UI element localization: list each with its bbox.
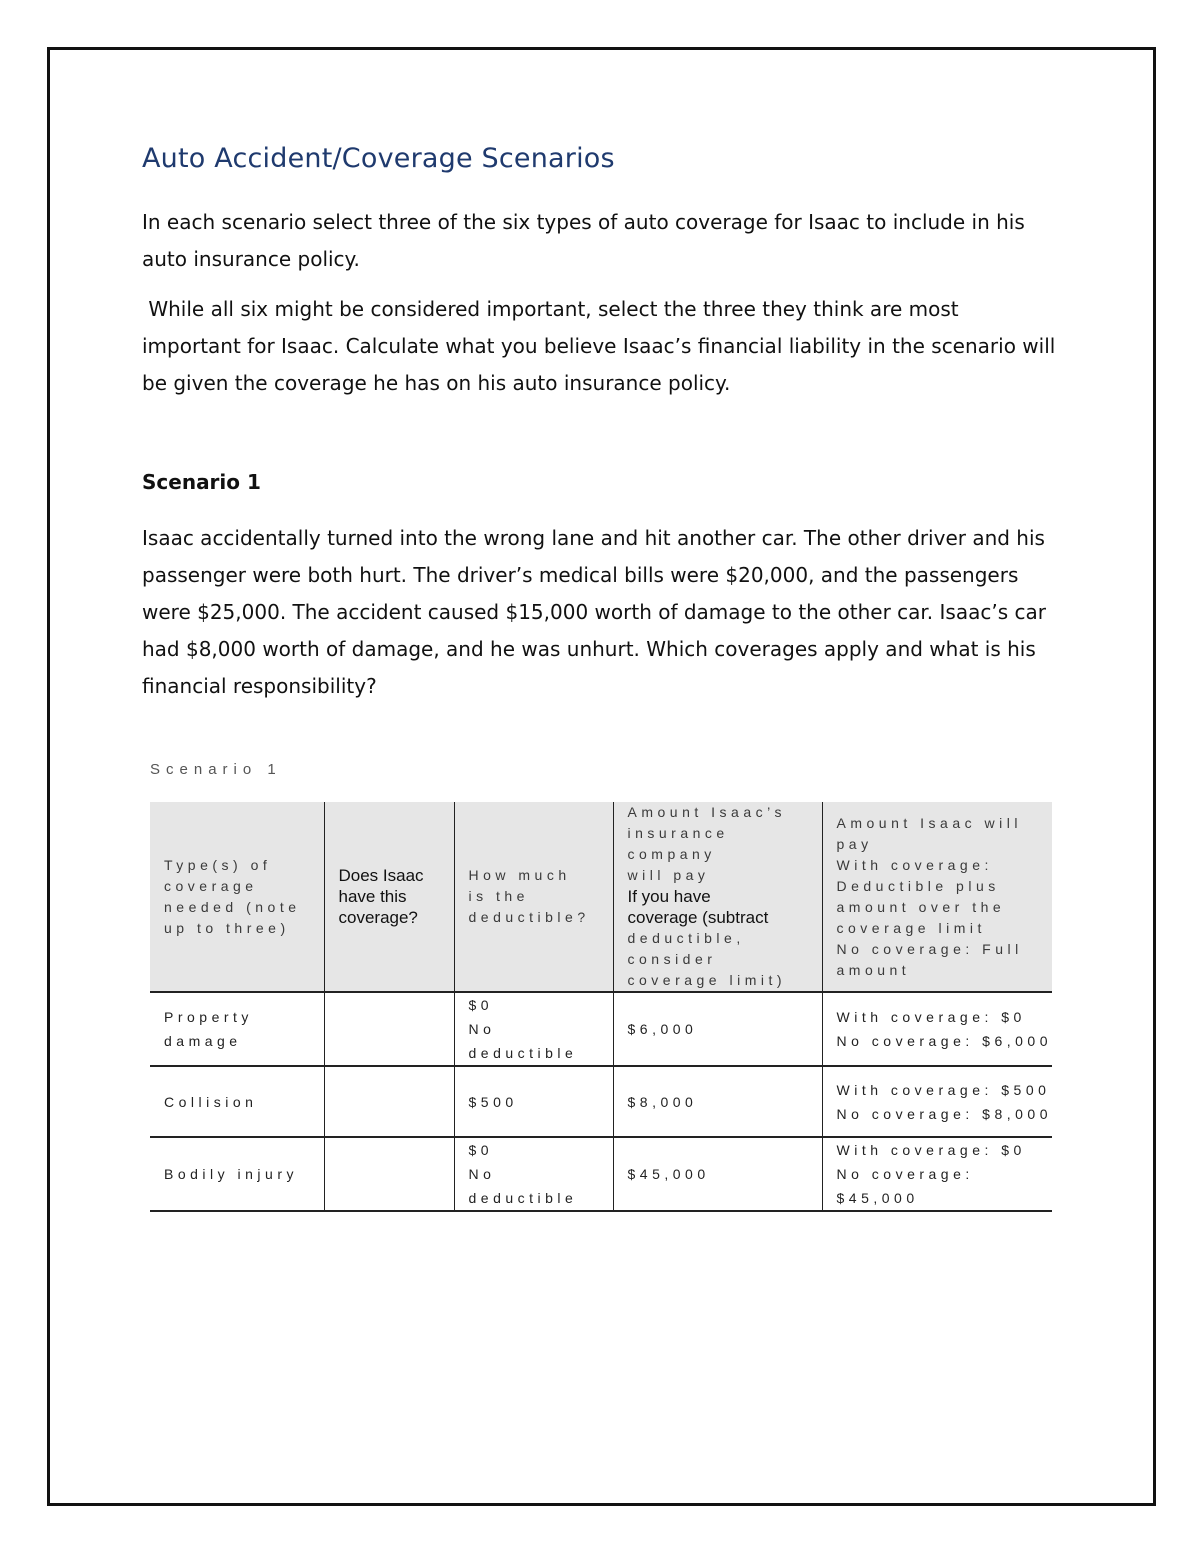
instructions-paragraph-2: While all six might be considered important, select the three they think are most important for Isaac. Calculate what you believe Isaac’s financial liability in the scenario will be given the coverage he has on his auto insurance policy.	[142, 297, 1062, 395]
table-row	[150, 1066, 1052, 1137]
cell-deductible: $0 No deductible	[454, 992, 613, 1066]
header-deductible: How much is the deductible?	[454, 802, 613, 992]
table-row	[150, 992, 1052, 1066]
cell-has-coverage	[324, 1137, 454, 1211]
cell-has-coverage	[324, 992, 454, 1066]
coverage-table	[150, 802, 1052, 1212]
table-header-row	[150, 802, 1052, 992]
document-title: Auto Accident/Coverage Scenarios	[142, 143, 615, 174]
cell-insurer-pays: $6,000	[613, 992, 822, 1066]
cell-coverage-type: Collision	[150, 1066, 324, 1137]
cell-isaac-pays: With coverage: $0 No coverage: $45,000	[822, 1137, 1052, 1211]
instructions-paragraph-1: In each scenario select three of the six types of auto coverage for Isaac to include in his auto insurance policy.	[142, 210, 1025, 271]
cell-coverage-type: Property damage	[150, 992, 324, 1066]
scenario-heading: Scenario 1	[142, 470, 261, 494]
cell-coverage-type: Bodily injury	[150, 1137, 324, 1211]
header-isaac-pays: Amount Isaac will pay With coverage: Deductible plus amount over the coverage limit No coverage: Full amount	[822, 802, 1052, 992]
cell-insurer-pays: $8,000	[613, 1066, 822, 1137]
header-insurer-pays: Amount Isaac’s insurance company will pay If you have coverage (subtract deductible, consider coverage limit)	[613, 802, 822, 992]
cell-insurer-pays: $45,000	[613, 1137, 822, 1211]
table-row	[150, 1137, 1052, 1211]
header-coverage-type: Type(s) of coverage needed (note up to three)	[150, 802, 324, 992]
header-has-coverage: Does Isaac have this coverage?	[324, 802, 454, 992]
scenario-text: Isaac accidentally turned into the wrong lane and hit another car. The other driver and his passenger were both hurt. The driver’s medical bills were $20,000, and the passengers were $25,000. The accident caused $15,000 worth of damage to the other car. Isaac’s car had $8,000 worth of damage, and he was unhurt. Which coverages apply and what is his financial responsibility?	[142, 526, 1046, 698]
cell-has-coverage	[324, 1066, 454, 1137]
cell-isaac-pays: With coverage: $0 No coverage: $6,000	[822, 992, 1052, 1066]
table-caption: Scenario 1	[150, 761, 282, 778]
cell-isaac-pays: With coverage: $500 No coverage: $8,000	[822, 1066, 1052, 1137]
cell-deductible: $500	[454, 1066, 613, 1137]
cell-deductible: $0 No deductible	[454, 1137, 613, 1211]
coverage-table-image	[146, 755, 1054, 1210]
